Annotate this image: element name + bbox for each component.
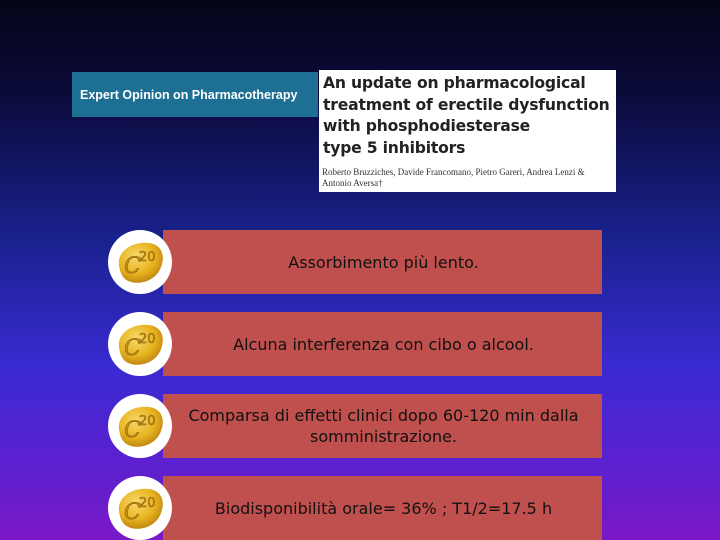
list-item-box bbox=[163, 476, 602, 540]
tadalafil-pill-icon bbox=[111, 479, 169, 537]
list-item bbox=[108, 230, 602, 294]
svg-text:C: C bbox=[124, 336, 141, 361]
svg-text:C: C bbox=[124, 254, 141, 279]
article-authors: Roberto Bruzziches, Davide Francomano, Pietro Gareri, Andrea Lenzi & Antonio Aversa† bbox=[322, 167, 585, 188]
tadalafil-pill-icon bbox=[111, 397, 169, 455]
list-item-text: Biodisponibilità orale= 36% ; T1/2=17.5 h bbox=[214, 498, 553, 518]
svg-text:20: 20 bbox=[139, 332, 156, 347]
list-item-text: Alcuna interferenza con cibo o alcool. bbox=[233, 334, 534, 354]
journal-name: Expert Opinion on Pharmacotherapy bbox=[80, 87, 298, 102]
pill-badge bbox=[108, 394, 172, 458]
svg-text:C: C bbox=[124, 500, 141, 525]
svg-text:C: C bbox=[124, 418, 141, 443]
tadalafil-pill-icon bbox=[111, 233, 169, 291]
pill-badge bbox=[108, 312, 172, 376]
list-item-text: Assorbimento più lento. bbox=[288, 252, 479, 272]
tadalafil-pill-icon bbox=[111, 315, 169, 373]
article-card bbox=[319, 70, 616, 192]
pill-badge bbox=[108, 476, 172, 540]
article-title: An update on pharmacological treatment of erectile dysfunction with phosphodiesterase type 5 inhibitors bbox=[323, 74, 610, 157]
list-item bbox=[108, 394, 602, 458]
svg-text:20: 20 bbox=[139, 250, 156, 265]
list-item-box bbox=[163, 230, 602, 294]
list-item-text: Comparsa di effetti clinici dopo 60-120 min dalla somministrazione. bbox=[188, 406, 579, 446]
list-item-box bbox=[163, 312, 602, 376]
list-item-box bbox=[163, 394, 602, 458]
journal-banner bbox=[72, 72, 318, 117]
list-item bbox=[108, 312, 602, 376]
list-item bbox=[108, 476, 602, 540]
svg-text:20: 20 bbox=[139, 414, 156, 429]
pill-badge bbox=[108, 230, 172, 294]
svg-text:20: 20 bbox=[139, 496, 156, 511]
